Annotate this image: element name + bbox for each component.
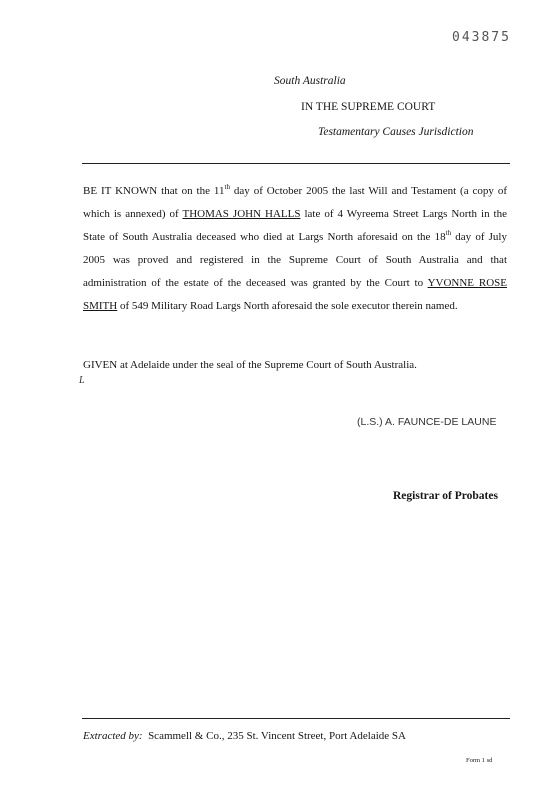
margin-mark: L (79, 375, 85, 386)
grant-opening: BE IT KNOWN that on the 11 (83, 185, 225, 197)
top-divider (82, 163, 510, 164)
registrar-title: Registrar of Probates (393, 490, 498, 502)
executor-name: YVONNE ROSE SMITH (83, 277, 507, 312)
grant-paragraph (83, 180, 507, 318)
document-number-stamp: 043875 (452, 30, 511, 45)
bottom-divider (82, 718, 510, 719)
deceased-name: THOMAS JOHN HALLS (182, 208, 301, 220)
seal-signature: (L.S.) A. FAUNCE-DE LAUNE (357, 416, 497, 428)
grant-date-suffix: th (224, 183, 230, 191)
death-date-suffix: th (445, 229, 452, 237)
jurisdiction-heading: Testamentary Causes Jurisdiction (318, 126, 474, 138)
court-heading: IN THE SUPREME COURT (301, 101, 436, 113)
executor-details: of 549 Military Road Largs North aforesaid the sole executor therein named. (117, 300, 458, 312)
extracted-by (83, 730, 406, 742)
extracted-by-label: Extracted by: (83, 730, 143, 742)
form-reference: Form 1 sd (466, 757, 493, 764)
state-heading: South Australia (274, 75, 346, 87)
extracted-by-details: Scammell & Co., 235 St. Vincent Street, Port Adelaide SA (148, 730, 406, 742)
grant-date-rest: day of October 2005 the last Will and Testament (a copy of which is annexed) of (83, 185, 507, 220)
given-statement: GIVEN at Adelaide under the seal of the Supreme Court of South Australia. (83, 359, 417, 371)
deceased-details: late of 4 Wyreema Street Largs North in the State of South Australia deceased who died at Largs North aforesaid on the 18 (83, 208, 507, 243)
grant-death-rest: day of July 2005 was proved and registered in the Supreme Court of South Australia and that administration of the estate of the deceased was granted by the Court to (83, 231, 507, 289)
